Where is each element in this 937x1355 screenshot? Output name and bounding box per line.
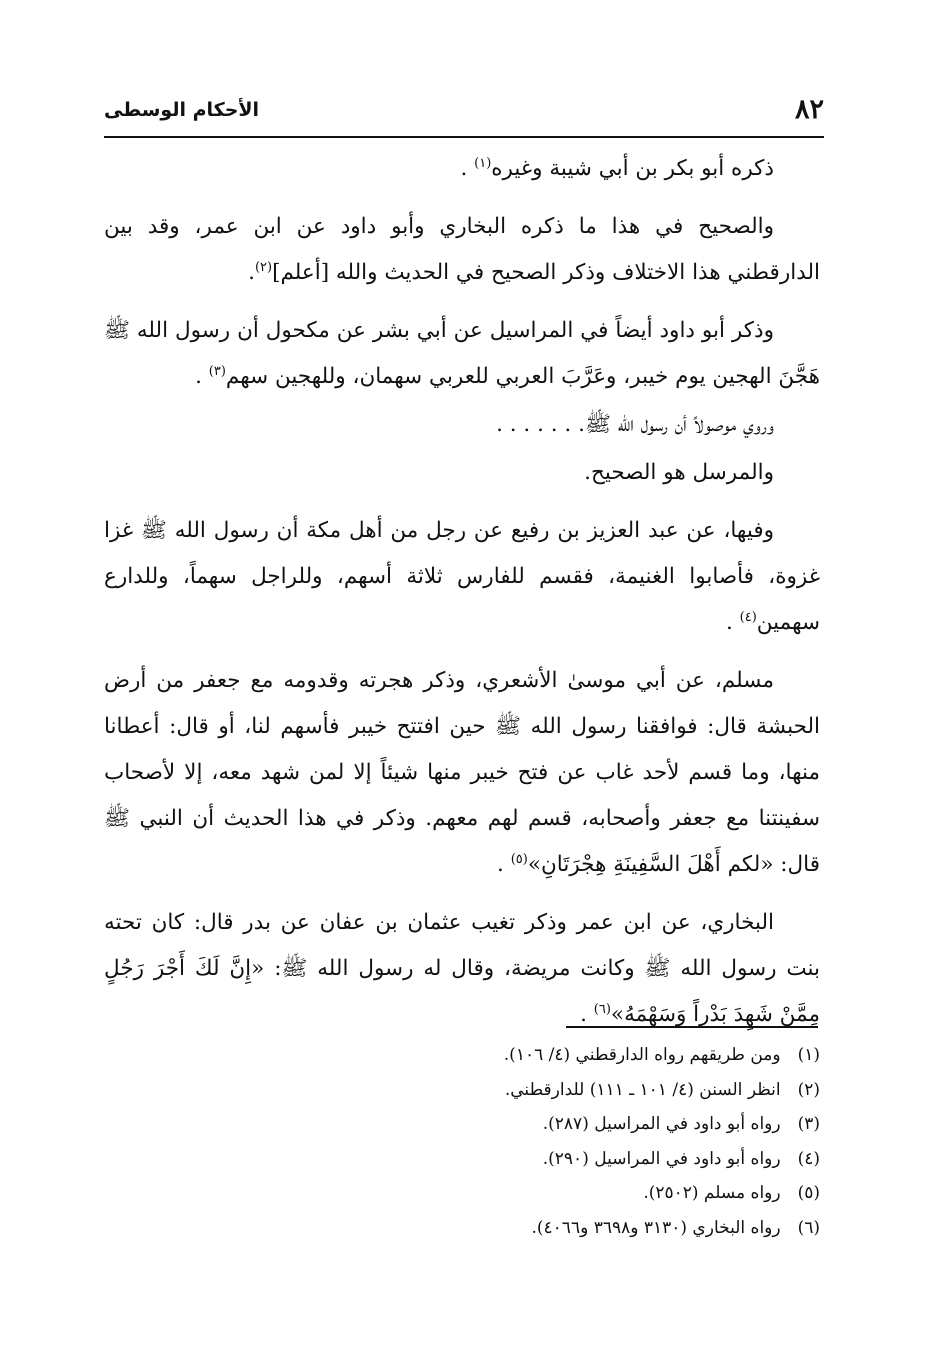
footnote-reference: (١) xyxy=(474,155,492,171)
paragraph: وفيها، عن عبد العزيز بن رفيع عن رجل من أهل مكة أن رسول الله ﷺ غزا غزوة، فأصابوا الغنيمة، فقسم للفارس ثلاثة أسهم، وللراجل سهماً، وللدارع سهمين$^{(٤)}$ . xyxy=(104,518,820,635)
footnote xyxy=(300,1211,820,1246)
footnote-number: (٦) xyxy=(797,1217,820,1238)
main-text xyxy=(104,146,820,1038)
footnote-number: (٥) xyxy=(797,1183,820,1203)
page-header xyxy=(104,92,824,132)
footnote-reference: (٢) xyxy=(254,259,273,275)
footnote xyxy=(300,1142,820,1177)
footnote xyxy=(300,1176,820,1211)
footnote-text: ومن طريقهم رواه الدارقطني (٤/ ١٠٦). xyxy=(503,1045,781,1065)
footnote-reference: (٦) xyxy=(593,1001,611,1017)
footnote-text: رواه أبو داود في المراسيل (٢٨٧). xyxy=(542,1114,781,1134)
paragraph: والصحيح في هذا ما ذكره البخاري وأبو داود عن ابن عمر، وقد بين الدارقطني هذا الاختلاف وذكر الصحيح في الحديث والله [أعلم]$^{(٢)}$. xyxy=(104,214,820,285)
paragraph: والمرسل هو الصحيح. xyxy=(584,460,774,485)
paragraph: وذكر أبو داود أيضاً في المراسيل عن أبي بشر عن مكحول أن رسول الله ﷺ هَجَّنَ الهجين يوم خيبر، وعَرَّبَ العربي للعربي سهمان، وللهجين سهم$^{(٣)}$ . xyxy=(104,318,820,389)
paragraph: وروي موصولاً أن رسول الله ﷺ. . . . . . . xyxy=(496,412,774,437)
footnote-divider xyxy=(566,1026,818,1028)
footnote xyxy=(300,1038,820,1073)
footnote-number: (٢) xyxy=(797,1079,820,1100)
footnote-text: رواه البخاري (٣١٣٠ و٣٦٩٨ و٤٠٦٦). xyxy=(531,1217,781,1238)
footnote-text: انظر السنن (٤/ ١٠١ ـ ١١١) للدارقطني. xyxy=(504,1079,781,1100)
paragraph: مسلم، عن أبي موسىٰ الأشعري، وذكر هجرته وقدومه مع جعفر من أرض الحبشة قال: فوافقنا رسول الله ﷺ حين افتتح خيبر فأسهم لنا، أو قال: أعطانا منها، وما قسم لأحد غاب عن فتح خيبر منها شيئاً إلا لمن شهد معه، إلا لأصحاب سفينتنا مع جعفر وأصحابه، قسم لهم معهم. وذكر في هذا الحديث أن النبي ﷺ قال: «لكم أَهْلَ السَّفِينَةِ هِجْرَتَانِ»$^{(٥)}$ . xyxy=(104,668,820,877)
footnote-reference: (٤) xyxy=(739,609,757,625)
footnote-number: (٣) xyxy=(797,1114,820,1134)
footnote-text: رواه مسلم (٢٥٠٢). xyxy=(643,1183,781,1203)
paragraph: البخاري، عن ابن عمر وذكر تغيب عثمان بن عفان عن بدر قال: كان تحته بنت رسول الله ﷺ وكانت مريضة، وقال له رسول الله ﷺ: «إِنَّ لَكَ أَجْرَ رَجُلٍ مِمَّنْ شَهِدَ بَدْراً وَسَهْمَهُ»$^{(٦)}$ . xyxy=(104,910,820,1027)
page-number: ٨٢ xyxy=(794,94,824,125)
footnote-reference: (٣) xyxy=(208,363,226,379)
header-divider xyxy=(104,136,824,138)
footnote-number: (١) xyxy=(797,1045,820,1065)
footnote-text: رواه أبو داود في المراسيل (٢٩٠). xyxy=(542,1148,781,1169)
footnote-number: (٤) xyxy=(797,1148,820,1169)
footnotes xyxy=(300,1038,820,1245)
footnote xyxy=(300,1107,820,1142)
book-title: الأحكام الوسطى xyxy=(104,99,260,121)
footnote xyxy=(300,1073,820,1108)
paragraph: ذكره أبو بكر بن أبي شيبة وغيره$^{(١)}$ . xyxy=(460,155,774,181)
footnote-reference: (٥) xyxy=(510,851,528,867)
